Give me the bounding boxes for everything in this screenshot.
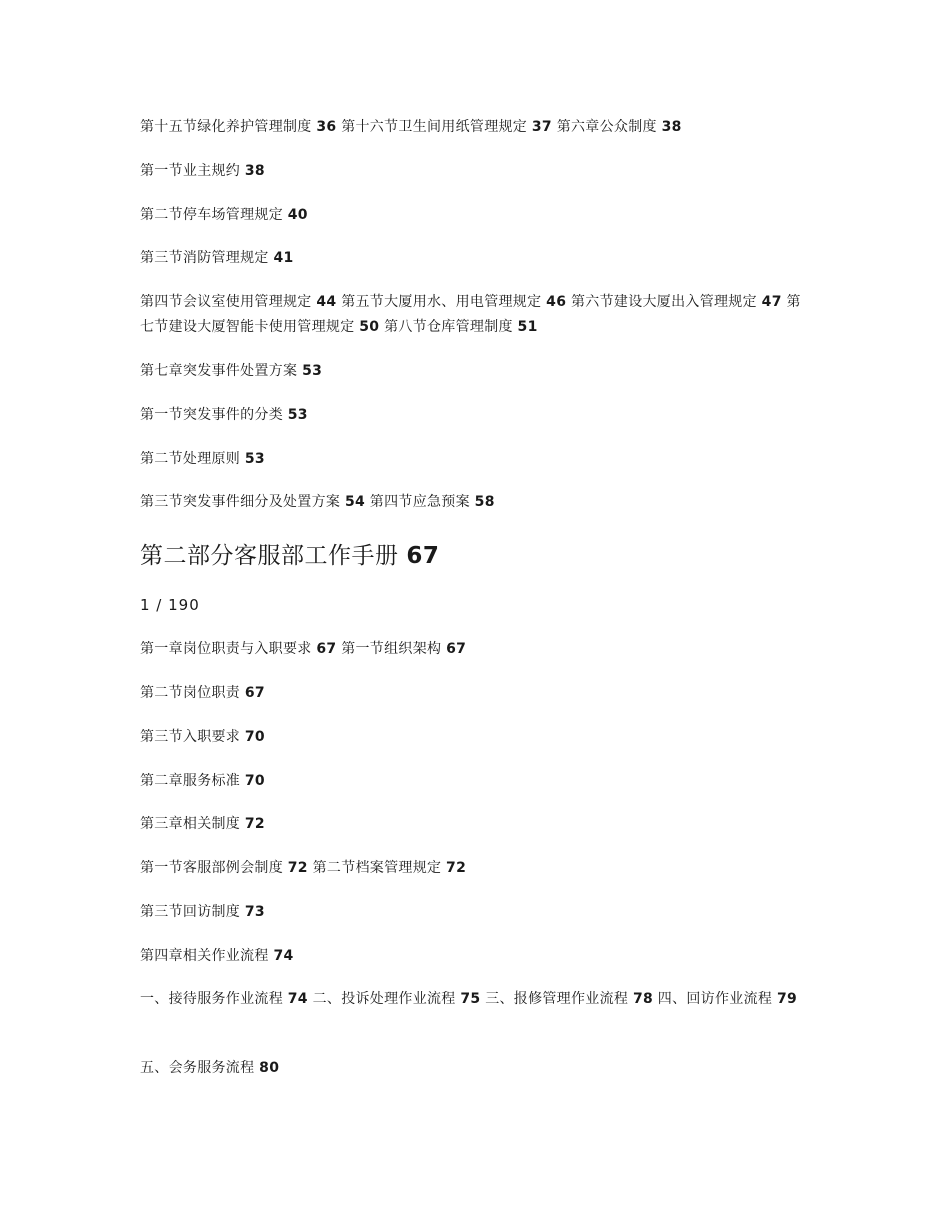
toc-line: 第三章相关制度 72 (140, 816, 265, 832)
toc-line: 第三节消防管理规定 41 (140, 250, 294, 266)
toc-line: 第一章岗位职责与入职要求 67 第一节组织架构 67 (140, 641, 467, 657)
toc-line: 第二节停车场管理规定 40 (140, 207, 308, 223)
page-number: 1 / 190 (140, 596, 200, 614)
toc-line: 第十五节绿化养护管理制度 36 第十六节卫生间用纸管理规定 37 第六章公众制度 38 (140, 119, 682, 135)
toc-line-wrapped: 一、接待服务作业流程 74 二、投诉处理作业流程 75 三、报修管理作业流程 78 四、回访作业流程 79 (140, 991, 798, 1007)
toc-line: 第二节岗位职责 67 (140, 685, 265, 701)
toc-line-wrapped: 第四节会议室使用管理规定 44 第五节大厦用水、用电管理规定 46 第六节建设大厦出入管理规定 47 第七节建设大厦智能卡使用管理规定 50 第八节仓库管理制度 51 (140, 294, 801, 335)
toc-line: 第七章突发事件处置方案 53 (140, 363, 323, 379)
toc-line: 第一节客服部例会制度 72 第二节档案管理规定 72 (140, 860, 467, 876)
toc-line: 第二节处理原则 53 (140, 451, 265, 467)
toc-line: 第三节回访制度 73 (140, 904, 265, 920)
part-heading: 第二部分客服部工作手册 67 (140, 543, 440, 569)
toc-line: 第四章相关作业流程 74 (140, 948, 294, 964)
toc-line: 第一节业主规约 38 (140, 163, 265, 179)
toc-line: 第三节突发事件细分及处置方案 54 第四节应急预案 58 (140, 494, 495, 510)
document-page (140, 0, 810, 1230)
toc-line: 第一节突发事件的分类 53 (140, 407, 308, 423)
toc-line: 五、会务服务流程 80 (140, 1060, 280, 1076)
toc-line: 第三节入职要求 70 (140, 729, 265, 745)
toc-line: 第二章服务标准 70 (140, 773, 265, 789)
